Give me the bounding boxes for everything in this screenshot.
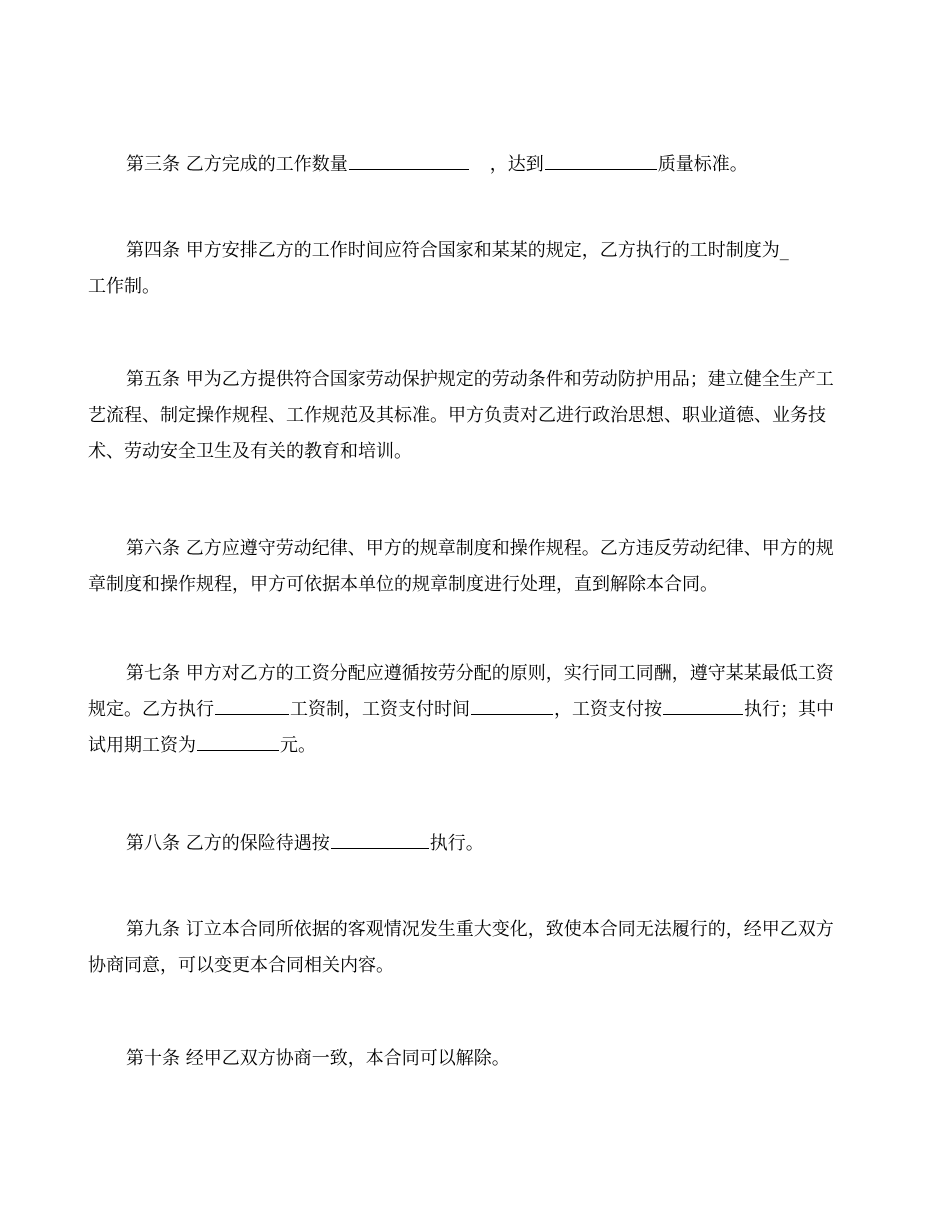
article-9-line-1: 第九条 订立本合同所依据的客观情况发生重大变化，致使本合同无法履行的，经甲乙双方 bbox=[126, 919, 834, 940]
article-7 bbox=[88, 656, 863, 764]
work-quantity-blank bbox=[349, 149, 469, 170]
article-6 bbox=[88, 531, 863, 603]
article-3-text-b: ，达到 bbox=[489, 154, 544, 175]
article-10-line-1: 第十条 经甲乙双方协商一致，本合同可以解除。 bbox=[126, 1048, 510, 1069]
article-7-text-f: 元。 bbox=[280, 735, 316, 756]
article-8-line-1 bbox=[88, 826, 863, 862]
article-7-text-c: ，工资支付按 bbox=[554, 699, 662, 720]
article-7-line-2 bbox=[88, 692, 863, 728]
quality-standard-blank bbox=[545, 149, 657, 170]
article-8 bbox=[88, 826, 863, 862]
article-4-line-1: 第四条 甲方安排乙方的工作时间应符合国家和某某的规定，乙方执行的工时制度为_ bbox=[126, 240, 789, 261]
article-7-text-e: 试用期工资为 bbox=[88, 735, 196, 756]
article-4 bbox=[88, 233, 863, 305]
article-7-line-1: 第七条 甲方对乙方的工资分配应遵循按劳分配的原则，实行同工同酬，遵守某某最低工资 bbox=[126, 663, 834, 684]
article-7-text-a: 规定。乙方执行 bbox=[88, 699, 214, 720]
article-3-text-a: 第三条 乙方完成的工作数量 bbox=[126, 154, 348, 175]
article-3-text-c: 质量标准。 bbox=[657, 154, 748, 175]
article-9-line-2: 协商同意，可以变更本合同相关内容。 bbox=[88, 955, 394, 976]
article-5 bbox=[88, 362, 863, 470]
article-3 bbox=[88, 147, 863, 183]
article-8-text-b: 执行。 bbox=[429, 833, 484, 854]
wage-system-blank bbox=[215, 694, 289, 715]
pay-method-blank bbox=[663, 694, 743, 715]
pay-time-blank bbox=[471, 694, 553, 715]
article-5-line-2: 艺流程、制定操作规程、工作规范及其标准。甲方负责对乙进行政治思想、职业道德、业务技 bbox=[88, 405, 826, 426]
article-3-line-1 bbox=[88, 147, 863, 183]
article-8-text-a: 第八条 乙方的保险待遇按 bbox=[126, 833, 330, 854]
article-7-text-d: 执行；其中 bbox=[744, 699, 834, 720]
article-7-text-b: 工资制，工资支付时间 bbox=[290, 699, 470, 720]
article-4-line-2: 工作制。 bbox=[88, 276, 160, 297]
article-5-line-3: 术、劳动安全卫生及有关的教育和培训。 bbox=[88, 441, 412, 462]
article-9 bbox=[88, 912, 863, 984]
article-7-line-3 bbox=[88, 728, 863, 764]
article-5-line-1: 第五条 甲为乙方提供符合国家劳动保护规定的劳动条件和劳动防护用品；建立健全生产工 bbox=[126, 369, 834, 390]
article-6-line-2: 章制度和操作规程，甲方可依据本单位的规章制度进行处理，直到解除本合同。 bbox=[88, 574, 718, 595]
article-6-line-1: 第六条 乙方应遵守劳动纪律、甲方的规章制度和操作规程。乙方违反劳动纪律、甲方的规 bbox=[126, 538, 834, 559]
article-10 bbox=[88, 1041, 863, 1077]
insurance-blank bbox=[331, 828, 429, 849]
probation-wage-blank bbox=[197, 730, 279, 751]
